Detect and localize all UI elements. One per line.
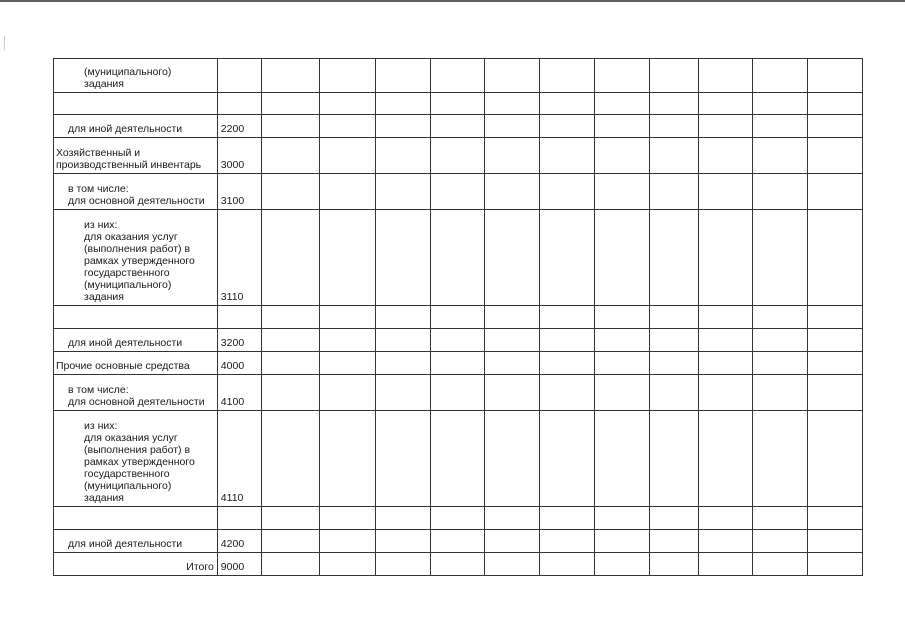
value-cell	[485, 352, 540, 375]
value-cell	[540, 174, 594, 210]
value-cell	[262, 329, 320, 352]
scan-margin-mark	[4, 36, 11, 50]
value-cell	[753, 210, 807, 306]
row-name-cell: в том числе: для основной деятельности	[54, 174, 218, 210]
value-cell	[262, 352, 320, 375]
row-code-cell: 3110	[217, 210, 261, 306]
row-name-cell: для иной деятельности	[54, 329, 218, 352]
table-row	[54, 375, 863, 411]
value-cell	[540, 59, 594, 93]
table-row	[54, 352, 863, 375]
value-cell	[375, 507, 430, 530]
value-cell	[753, 138, 807, 174]
value-cell	[320, 352, 375, 375]
value-cell	[320, 530, 375, 553]
value-cell	[649, 138, 698, 174]
value-cell	[594, 375, 649, 411]
value-cell	[540, 138, 594, 174]
value-cell	[430, 553, 484, 576]
value-cell	[430, 352, 484, 375]
row-code-cell: 9000	[217, 553, 261, 576]
value-cell	[375, 530, 430, 553]
table-row	[54, 507, 863, 530]
value-cell	[485, 93, 540, 115]
value-cell	[540, 530, 594, 553]
value-cell	[540, 115, 594, 138]
value-cell	[320, 138, 375, 174]
value-cell	[699, 93, 753, 115]
value-cell	[807, 530, 862, 553]
table-row	[54, 115, 863, 138]
value-cell	[649, 375, 698, 411]
row-name-cell: в том числе: для основной деятельности	[54, 375, 218, 411]
value-cell	[753, 93, 807, 115]
value-cell	[485, 375, 540, 411]
value-cell	[540, 553, 594, 576]
value-cell	[375, 210, 430, 306]
value-cell	[699, 352, 753, 375]
value-cell	[807, 507, 862, 530]
value-cell	[594, 174, 649, 210]
value-cell	[540, 306, 594, 329]
row-name-cell: Итого	[54, 553, 218, 576]
value-cell	[649, 553, 698, 576]
value-cell	[807, 306, 862, 329]
value-cell	[375, 306, 430, 329]
value-cell	[540, 210, 594, 306]
value-cell	[430, 93, 484, 115]
value-cell	[485, 115, 540, 138]
value-cell	[753, 329, 807, 352]
row-code-cell: 4000	[217, 352, 261, 375]
value-cell	[649, 93, 698, 115]
value-cell	[485, 138, 540, 174]
value-cell	[649, 306, 698, 329]
value-cell	[430, 306, 484, 329]
value-cell	[485, 507, 540, 530]
value-cell	[262, 93, 320, 115]
value-cell	[375, 115, 430, 138]
value-cell	[262, 507, 320, 530]
value-cell	[262, 553, 320, 576]
value-cell	[375, 352, 430, 375]
value-cell	[594, 59, 649, 93]
value-cell	[594, 210, 649, 306]
value-cell	[594, 530, 649, 553]
value-cell	[753, 530, 807, 553]
value-cell	[807, 411, 862, 507]
table-row	[54, 93, 863, 115]
value-cell	[320, 174, 375, 210]
table-row	[54, 306, 863, 329]
value-cell	[320, 210, 375, 306]
value-cell	[807, 329, 862, 352]
value-cell	[753, 115, 807, 138]
value-cell	[262, 174, 320, 210]
value-cell	[753, 553, 807, 576]
value-cell	[262, 115, 320, 138]
value-cell	[540, 329, 594, 352]
row-code-cell: 4100	[217, 375, 261, 411]
value-cell	[485, 411, 540, 507]
value-cell	[594, 115, 649, 138]
value-cell	[320, 306, 375, 329]
value-cell	[430, 210, 484, 306]
value-cell	[375, 138, 430, 174]
row-code-cell: 3100	[217, 174, 261, 210]
value-cell	[699, 507, 753, 530]
value-cell	[430, 530, 484, 553]
value-cell	[320, 375, 375, 411]
value-cell	[485, 329, 540, 352]
value-cell	[807, 210, 862, 306]
value-cell	[485, 306, 540, 329]
row-code-cell: 4200	[217, 530, 261, 553]
value-cell	[807, 115, 862, 138]
value-cell	[430, 115, 484, 138]
value-cell	[753, 352, 807, 375]
value-cell	[485, 210, 540, 306]
value-cell	[594, 411, 649, 507]
value-cell	[649, 329, 698, 352]
assets-report-table	[53, 58, 863, 576]
value-cell	[375, 174, 430, 210]
value-cell	[699, 115, 753, 138]
value-cell	[262, 59, 320, 93]
value-cell	[594, 352, 649, 375]
value-cell	[375, 411, 430, 507]
row-code-cell: 3200	[217, 329, 261, 352]
row-name-cell	[54, 93, 218, 115]
row-code-cell: 3000	[217, 138, 261, 174]
row-name-cell: из них: для оказания услуг (выполнения работ) в рамках утвержденного государственного (муниципального) задания	[54, 210, 218, 306]
value-cell	[699, 138, 753, 174]
value-cell	[540, 411, 594, 507]
value-cell	[430, 59, 484, 93]
value-cell	[320, 59, 375, 93]
value-cell	[320, 411, 375, 507]
table-row	[54, 530, 863, 553]
value-cell	[485, 553, 540, 576]
value-cell	[262, 375, 320, 411]
value-cell	[540, 375, 594, 411]
value-cell	[375, 59, 430, 93]
value-cell	[430, 507, 484, 530]
value-cell	[649, 59, 698, 93]
table-row	[54, 411, 863, 507]
value-cell	[699, 553, 753, 576]
row-name-cell: из них: для оказания услуг (выполнения работ) в рамках утвержденного государственного (муниципального) задания	[54, 411, 218, 507]
row-name-cell: для иной деятельности	[54, 115, 218, 138]
value-cell	[594, 93, 649, 115]
value-cell	[649, 411, 698, 507]
report-table-body	[54, 59, 863, 576]
row-name-cell	[54, 306, 218, 329]
table-row	[54, 553, 863, 576]
value-cell	[375, 329, 430, 352]
value-cell	[594, 553, 649, 576]
row-name-cell: для иной деятельности	[54, 530, 218, 553]
value-cell	[485, 59, 540, 93]
table-row	[54, 174, 863, 210]
value-cell	[649, 174, 698, 210]
value-cell	[320, 507, 375, 530]
value-cell	[375, 375, 430, 411]
value-cell	[753, 411, 807, 507]
value-cell	[807, 553, 862, 576]
value-cell	[594, 329, 649, 352]
value-cell	[699, 530, 753, 553]
value-cell	[320, 115, 375, 138]
value-cell	[753, 306, 807, 329]
value-cell	[649, 530, 698, 553]
value-cell	[262, 306, 320, 329]
value-cell	[699, 375, 753, 411]
value-cell	[699, 329, 753, 352]
value-cell	[375, 553, 430, 576]
scan-edge-line	[0, 0, 905, 2]
value-cell	[485, 530, 540, 553]
row-code-cell: 2200	[217, 115, 261, 138]
value-cell	[430, 138, 484, 174]
value-cell	[430, 411, 484, 507]
value-cell	[753, 59, 807, 93]
value-cell	[807, 59, 862, 93]
value-cell	[540, 352, 594, 375]
table-row	[54, 329, 863, 352]
value-cell	[753, 174, 807, 210]
value-cell	[430, 375, 484, 411]
value-cell	[699, 411, 753, 507]
row-code-cell	[217, 306, 261, 329]
value-cell	[430, 329, 484, 352]
row-name-cell: Хозяйственный и производственный инвентарь	[54, 138, 218, 174]
value-cell	[540, 93, 594, 115]
value-cell	[262, 411, 320, 507]
value-cell	[375, 93, 430, 115]
value-cell	[262, 210, 320, 306]
value-cell	[699, 59, 753, 93]
value-cell	[649, 507, 698, 530]
table-row	[54, 210, 863, 306]
value-cell	[540, 507, 594, 530]
value-cell	[594, 507, 649, 530]
value-cell	[262, 138, 320, 174]
value-cell	[594, 306, 649, 329]
row-code-cell	[217, 93, 261, 115]
table-row	[54, 138, 863, 174]
value-cell	[807, 352, 862, 375]
row-name-cell	[54, 507, 218, 530]
value-cell	[320, 553, 375, 576]
row-code-cell: 4110	[217, 411, 261, 507]
value-cell	[699, 306, 753, 329]
value-cell	[649, 352, 698, 375]
value-cell	[485, 174, 540, 210]
value-cell	[807, 375, 862, 411]
value-cell	[807, 174, 862, 210]
value-cell	[807, 93, 862, 115]
row-code-cell	[217, 507, 261, 530]
value-cell	[594, 138, 649, 174]
value-cell	[649, 210, 698, 306]
row-name-cell: (муниципального) задания	[54, 59, 218, 93]
value-cell	[807, 138, 862, 174]
value-cell	[320, 329, 375, 352]
value-cell	[753, 375, 807, 411]
value-cell	[699, 174, 753, 210]
row-code-cell	[217, 59, 261, 93]
value-cell	[262, 530, 320, 553]
value-cell	[649, 115, 698, 138]
value-cell	[430, 174, 484, 210]
value-cell	[320, 93, 375, 115]
table-row	[54, 59, 863, 93]
row-name-cell: Прочие основные средства	[54, 352, 218, 375]
value-cell	[753, 507, 807, 530]
value-cell	[699, 210, 753, 306]
